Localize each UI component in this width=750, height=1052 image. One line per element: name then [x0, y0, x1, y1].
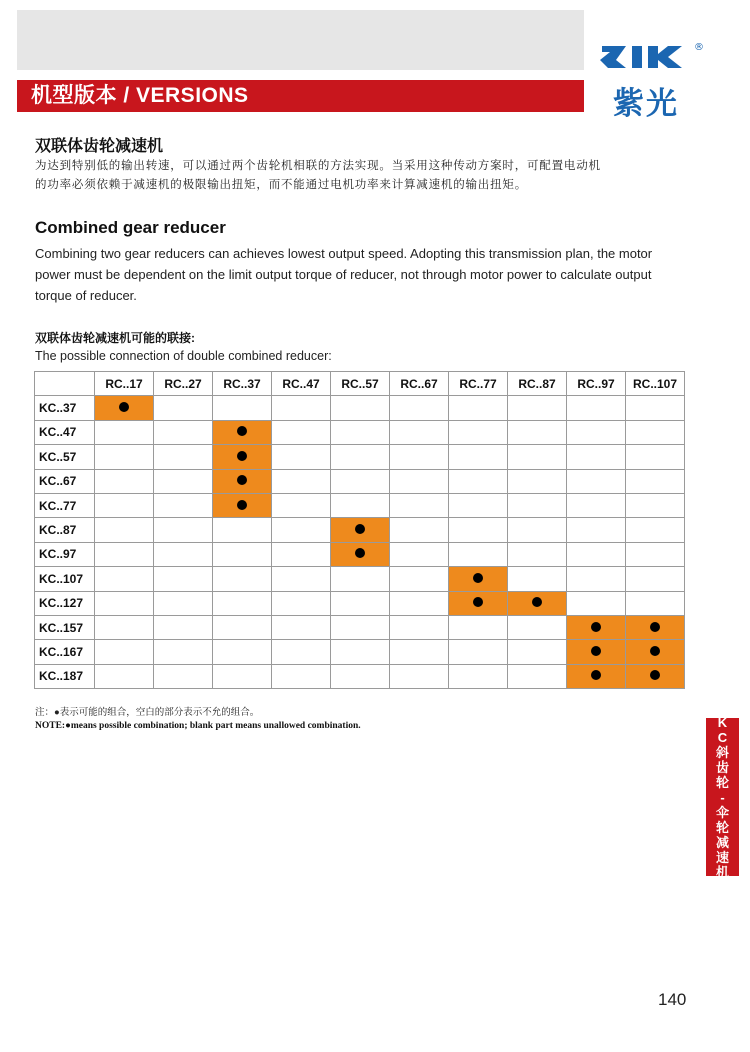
table-row — [35, 518, 685, 542]
side-tab-char: 轮 — [715, 774, 729, 790]
combination-cell — [154, 493, 213, 517]
combination-cell — [449, 615, 508, 639]
possible-dot-icon — [591, 622, 601, 632]
row-header: KC..37 — [35, 396, 95, 420]
side-tab-char: 齿 — [715, 759, 729, 775]
table-row — [35, 542, 685, 566]
row-header: KC..87 — [35, 518, 95, 542]
combination-cell-allowed — [626, 664, 685, 688]
column-header: RC..27 — [154, 372, 213, 396]
combination-cell — [390, 542, 449, 566]
combination-cell — [508, 640, 567, 664]
en-paragraph-line: torque of reducer. — [35, 288, 137, 303]
combination-cell — [626, 493, 685, 517]
combination-cell — [390, 445, 449, 469]
combination-cell — [272, 664, 331, 688]
combination-cell — [154, 420, 213, 444]
combination-cell-allowed — [213, 445, 272, 469]
combination-cell — [508, 518, 567, 542]
possible-dot-icon — [591, 670, 601, 680]
section-title-band — [17, 80, 584, 112]
combination-cell — [331, 445, 390, 469]
combination-cell — [449, 640, 508, 664]
combination-cell — [154, 518, 213, 542]
combination-cell — [272, 640, 331, 664]
row-header: KC..157 — [35, 615, 95, 639]
combination-cell — [449, 542, 508, 566]
combination-cell — [272, 445, 331, 469]
combination-cell — [626, 469, 685, 493]
side-tab-char: 减 — [715, 834, 729, 850]
possible-dot-icon — [650, 622, 660, 632]
combination-cell — [95, 493, 154, 517]
page-number: 140 — [658, 990, 687, 1009]
table-row — [35, 493, 685, 517]
column-header: RC..57 — [331, 372, 390, 396]
combination-cell — [567, 542, 626, 566]
combination-cell — [508, 469, 567, 493]
possible-dot-icon — [237, 426, 247, 436]
side-tab-char: 轮 — [715, 819, 729, 835]
possible-dot-icon — [355, 548, 365, 558]
combination-cell — [154, 469, 213, 493]
combination-cell — [272, 518, 331, 542]
combination-cell — [567, 493, 626, 517]
combination-cell — [154, 445, 213, 469]
combination-cell — [331, 615, 390, 639]
combination-cell — [508, 664, 567, 688]
side-tab-char: 伞 — [715, 804, 729, 820]
combination-cell — [331, 591, 390, 615]
combination-cell — [449, 664, 508, 688]
possible-dot-icon — [355, 524, 365, 534]
combination-cell — [95, 591, 154, 615]
row-header: KC..97 — [35, 542, 95, 566]
combination-cell — [213, 640, 272, 664]
combination-cell — [331, 567, 390, 591]
possible-dot-icon — [650, 670, 660, 680]
combination-cell — [95, 542, 154, 566]
combination-cell — [626, 445, 685, 469]
possible-dot-icon — [237, 451, 247, 461]
column-header: RC..87 — [508, 372, 567, 396]
combination-cell — [213, 591, 272, 615]
combination-cell — [213, 567, 272, 591]
cn-paragraph-line: 为达到特别低的输出转速，可以通过两个齿轮机相联的方法实现。当采用这种传动方案时，可配置电动机 — [35, 160, 601, 172]
table-corner — [35, 372, 95, 396]
brand-logo — [596, 38, 716, 121]
column-header: RC..107 — [626, 372, 685, 396]
combination-table — [34, 371, 685, 689]
possible-dot-icon — [473, 597, 483, 607]
combination-cell — [508, 542, 567, 566]
combination-cell-allowed — [213, 469, 272, 493]
combination-cell — [449, 493, 508, 517]
combination-cell — [626, 396, 685, 420]
combination-cell-allowed — [449, 591, 508, 615]
table-row — [35, 664, 685, 688]
connection-title-en: The possible connection of double combined reducer: — [35, 349, 332, 363]
combination-cell — [390, 493, 449, 517]
combination-cell — [508, 396, 567, 420]
combination-cell — [567, 420, 626, 444]
combination-cell — [272, 493, 331, 517]
row-header: KC..167 — [35, 640, 95, 664]
section-title: 机型版本 / VERSIONS — [31, 84, 249, 107]
combination-cell — [95, 469, 154, 493]
combination-cell — [626, 591, 685, 615]
combination-cell — [626, 518, 685, 542]
table-row — [35, 420, 685, 444]
en-paragraph — [35, 243, 735, 306]
row-header: KC..57 — [35, 445, 95, 469]
side-tab-char: - — [720, 789, 725, 805]
registered-mark: ® — [694, 42, 704, 53]
table-header-row — [35, 372, 685, 396]
combination-cell — [154, 640, 213, 664]
combination-cell — [272, 567, 331, 591]
row-header: KC..107 — [35, 567, 95, 591]
combination-cell — [508, 567, 567, 591]
combination-cell — [567, 469, 626, 493]
combination-cell — [390, 420, 449, 444]
combination-cell-allowed — [213, 493, 272, 517]
side-tab-char: C — [717, 729, 728, 745]
cn-heading: 双联体齿轮减速机 — [35, 138, 164, 155]
possible-dot-icon — [591, 646, 601, 656]
side-tab-char: 速 — [715, 849, 729, 865]
combination-cell — [449, 518, 508, 542]
combination-cell — [567, 518, 626, 542]
combination-cell — [508, 445, 567, 469]
combination-cell-allowed — [567, 615, 626, 639]
side-tab-char: 斜 — [715, 744, 729, 760]
en-paragraph-line: power must be dependent on the limit output torque of reducer, not through motor power to calculate output — [35, 267, 652, 282]
header-grey-bar — [17, 10, 584, 70]
combination-cell — [331, 396, 390, 420]
en-heading: Combined gear reducer — [35, 218, 226, 237]
combination-cell — [331, 469, 390, 493]
cn-paragraph — [35, 157, 725, 195]
row-header: KC..67 — [35, 469, 95, 493]
side-category-tab — [706, 714, 739, 880]
combination-cell — [213, 615, 272, 639]
combination-cell — [154, 615, 213, 639]
table-row — [35, 615, 685, 639]
combination-cell — [154, 591, 213, 615]
possible-dot-icon — [237, 500, 247, 510]
combination-cell — [272, 615, 331, 639]
combination-cell — [626, 567, 685, 591]
row-header: KC..127 — [35, 591, 95, 615]
combination-cell — [154, 396, 213, 420]
column-header: RC..37 — [213, 372, 272, 396]
table-row — [35, 567, 685, 591]
note-en: NOTE:●means possible combination; blank part means unallowed combination. — [35, 721, 361, 731]
connection-title-cn: 双联体齿轮减速机可能的联接: — [35, 331, 195, 345]
combination-cell — [213, 664, 272, 688]
combination-cell — [272, 469, 331, 493]
side-tab-char: K — [717, 714, 728, 730]
combination-cell-allowed — [95, 396, 154, 420]
combination-cell — [213, 542, 272, 566]
combination-cell-allowed — [508, 591, 567, 615]
combination-cell-allowed — [567, 640, 626, 664]
combination-cell — [390, 469, 449, 493]
column-header: RC..17 — [95, 372, 154, 396]
combination-cell — [449, 469, 508, 493]
combination-cell — [626, 542, 685, 566]
combination-cell — [272, 591, 331, 615]
table-row — [35, 640, 685, 664]
combination-cell — [95, 420, 154, 444]
possible-dot-icon — [119, 402, 129, 412]
combination-cell — [390, 640, 449, 664]
combination-cell — [390, 664, 449, 688]
table-row — [35, 396, 685, 420]
combination-cell — [331, 420, 390, 444]
combination-cell — [154, 542, 213, 566]
combination-cell — [567, 445, 626, 469]
combination-cell — [331, 664, 390, 688]
combination-cell — [95, 567, 154, 591]
combination-cell — [449, 420, 508, 444]
combination-cell — [508, 615, 567, 639]
note-cn: 注：●表示可能的组合，空白的部分表示不允的组合。 — [35, 707, 260, 718]
possible-dot-icon — [532, 597, 542, 607]
table-row — [35, 445, 685, 469]
combination-cell — [331, 640, 390, 664]
combination-cell — [508, 420, 567, 444]
combination-cell — [567, 567, 626, 591]
column-header: RC..67 — [390, 372, 449, 396]
combination-cell-allowed — [331, 518, 390, 542]
brand-name: 紫光 — [613, 86, 679, 121]
combination-cell — [154, 664, 213, 688]
combination-cell — [508, 493, 567, 517]
combination-cell — [272, 420, 331, 444]
possible-dot-icon — [237, 475, 247, 485]
combination-cell-allowed — [626, 615, 685, 639]
combination-cell-allowed — [567, 664, 626, 688]
combination-cell — [213, 518, 272, 542]
possible-dot-icon — [650, 646, 660, 656]
combination-cell — [95, 615, 154, 639]
column-header: RC..77 — [449, 372, 508, 396]
combination-cell — [95, 445, 154, 469]
combination-cell — [331, 493, 390, 517]
combination-cell — [154, 567, 213, 591]
row-header: KC..77 — [35, 493, 95, 517]
combination-cell — [95, 518, 154, 542]
combination-cell — [390, 518, 449, 542]
row-header: KC..187 — [35, 664, 95, 688]
combination-cell — [567, 396, 626, 420]
cn-paragraph-line: 的功率必须依赖于减速机的极限输出扭矩，而不能通过电机功率来计算减速机的输出扭矩。 — [35, 179, 527, 191]
combination-cell — [449, 396, 508, 420]
combination-cell — [390, 567, 449, 591]
column-header: RC..97 — [567, 372, 626, 396]
combination-cell-allowed — [449, 567, 508, 591]
row-header: KC..47 — [35, 420, 95, 444]
table-row — [35, 591, 685, 615]
combination-cell — [567, 591, 626, 615]
combination-cell — [272, 542, 331, 566]
combination-cell — [390, 396, 449, 420]
en-paragraph-line: Combining two gear reducers can achieves lowest output speed. Adopting this transmission plan, the motor — [35, 246, 653, 261]
combination-cell — [626, 420, 685, 444]
side-tab-char: 机 — [715, 864, 729, 880]
combination-cell — [95, 640, 154, 664]
combination-cell — [213, 396, 272, 420]
combination-cell-allowed — [626, 640, 685, 664]
possible-dot-icon — [473, 573, 483, 583]
combination-cell — [95, 664, 154, 688]
column-header: RC..47 — [272, 372, 331, 396]
combination-cell — [390, 615, 449, 639]
combination-cell — [390, 591, 449, 615]
combination-cell — [449, 445, 508, 469]
table-row — [35, 469, 685, 493]
combination-cell-allowed — [213, 420, 272, 444]
combination-cell — [272, 396, 331, 420]
zik-logo-icon — [596, 38, 716, 78]
combination-cell-allowed — [331, 542, 390, 566]
